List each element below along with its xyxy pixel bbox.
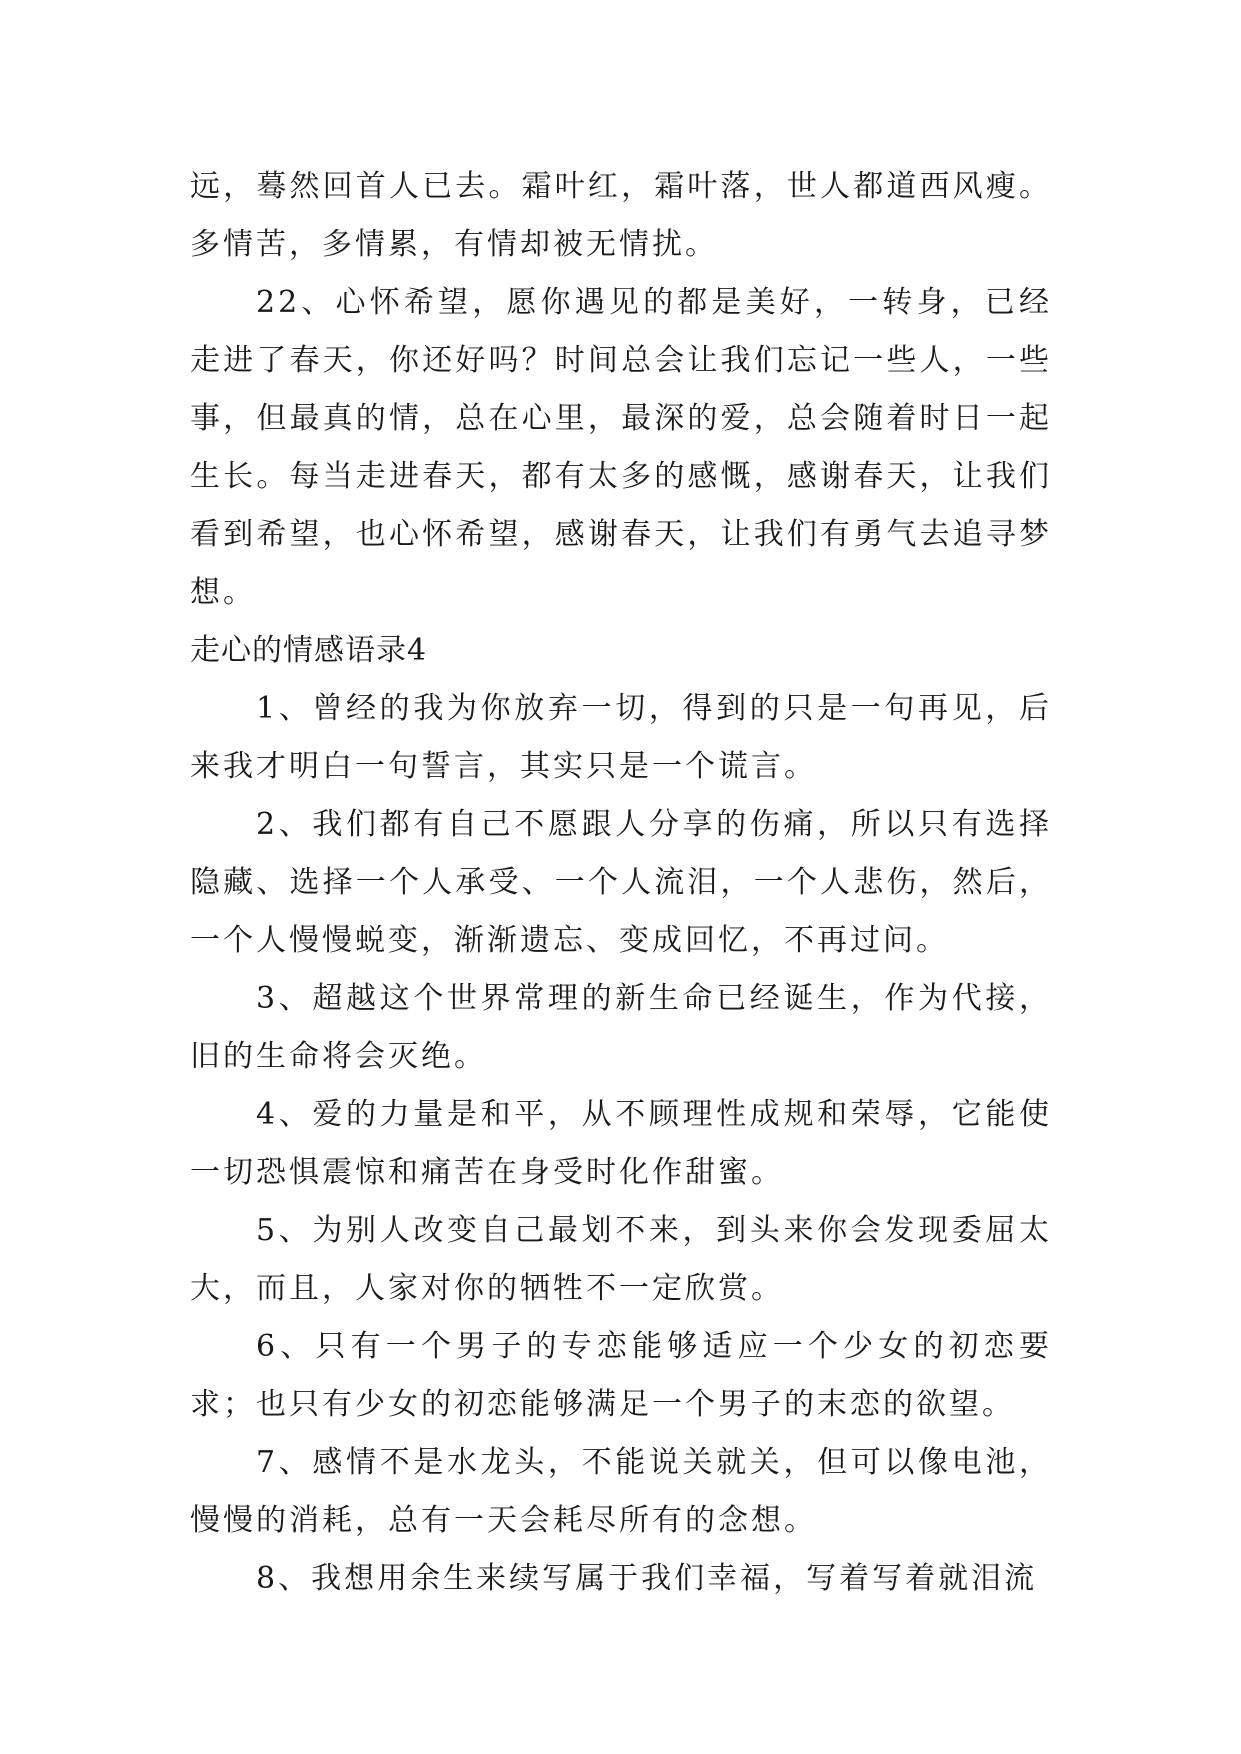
document-body (190, 158, 1052, 1608)
paragraph-item-6: 6、只有一个男子的专恋能够适应一个少女的初恋要求；也只有少女的初恋能够满足一个男子的末恋的欲望。 (190, 1329, 1052, 1422)
continuation-paragraph: 远，蓦然回首人已去。霜叶红，霜叶落，世人都道西风瘦。多情苦，多情累，有情却被无情扰。 (190, 169, 1052, 262)
paragraph-item-2: 2、我们都有自己不愿跟人分享的伤痛，所以只有选择隐藏、选择一个人承受、一个人流泪，一个人悲伤，然后，一个人慢慢蜕变，渐渐遗忘、变成回忆，不再过问。 (190, 807, 1052, 958)
paragraph-item-8: 8、我想用余生来续写属于我们幸福，写着写着就泪流 (256, 1561, 1038, 1596)
paragraph-item-1: 1、曾经的我为你放弃一切，得到的只是一句再见，后来我才明白一句誓言，其实只是一个谎言。 (190, 691, 1052, 784)
paragraph-item-7: 7、感情不是水龙头，不能说关就关，但可以像电池，慢慢的消耗，总有一天会耗尽所有的念想。 (190, 1445, 1052, 1538)
section-heading: 走心的情感语录4 (190, 633, 428, 668)
paragraph-item-4: 4、爱的力量是和平，从不顾理性成规和荣辱，它能使一切恐惧震惊和痛苦在身受时化作甜蜜。 (190, 1097, 1052, 1190)
paragraph-item-22: 22、心怀希望，愿你遇见的都是美好，一转身，已经走进了春天，你还好吗？时间总会让我们忘记一些人，一些事，但最真的情，总在心里，最深的爱，总会随着时日一起生长。每当走进春天，都有太多的感慨，感谢春天，让我们看到希望，也心怀希望，感谢春天，让我们有勇气去追寻梦想。 (190, 285, 1052, 610)
paragraph-item-5: 5、为别人改变自己最划不来，到头来你会发现委屈太大，而且，人家对你的牺牲不一定欣赏。 (190, 1213, 1052, 1306)
paragraph-item-3: 3、超越这个世界常理的新生命已经诞生，作为代接，旧的生命将会灭绝。 (190, 981, 1052, 1074)
